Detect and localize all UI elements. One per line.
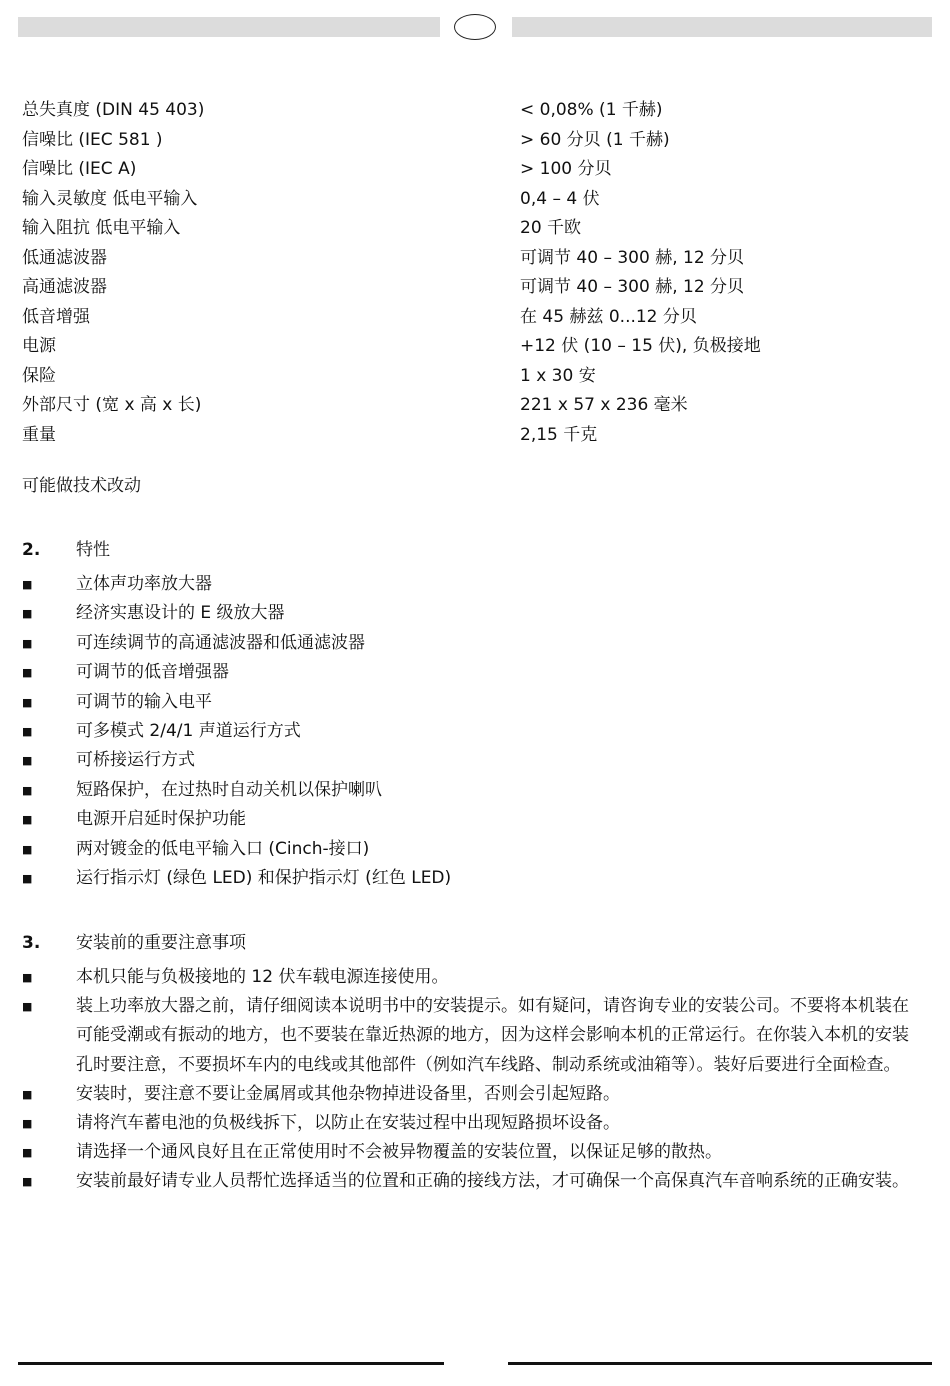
technical-change-note: 可能做技术改动 [22, 476, 141, 496]
spec-label: 信噪比 (IEC 581 ) [22, 129, 163, 150]
bullet-icon: ■ [22, 607, 33, 621]
list-item [22, 629, 932, 658]
bullet-icon: ■ [22, 971, 33, 984]
section-3-heading [22, 929, 246, 957]
list-item [22, 1138, 922, 1167]
section-title: 特性 [76, 540, 110, 560]
list-item [22, 717, 932, 746]
spec-value: > 100 分贝 [520, 159, 612, 179]
spec-row [22, 185, 922, 215]
spec-value: 在 45 赫兹 0...12 分贝 [520, 306, 697, 327]
list-item-text: 安装前最好请专业人员帮忙选择适当的位置和正确的接线方法，才可确保一个高保真汽车音响系统的正确安装。 [76, 1171, 909, 1192]
bullet-icon: ■ [22, 783, 33, 797]
spec-value: < 0,08% (1 千赫) [520, 100, 663, 120]
list-item-text: 可连续调节的高通滤波器和低通滤波器 [76, 632, 365, 653]
spec-row [22, 244, 922, 274]
spec-value: 2,15 千克 [520, 424, 598, 445]
spec-row [22, 303, 922, 333]
list-item-text: 运行指示灯 (绿色 LED) 和保护指示灯 (红色 LED) [76, 868, 452, 889]
list-item [22, 835, 932, 864]
list-item [22, 746, 932, 775]
spec-label: 低通滤波器 [22, 247, 107, 268]
spec-value: +12 伏 (10 – 15 伏), 负极接地 [520, 336, 761, 356]
spec-row [22, 155, 922, 185]
bullet-icon: ■ [22, 1000, 33, 1014]
spec-label: 低音增强 [22, 306, 90, 327]
list-item-text: 两对镀金的低电平输入口 (Cinch-接口) [76, 838, 370, 859]
list-item [22, 570, 932, 599]
spec-label: 高通滤波器 [22, 277, 107, 297]
spec-value: 可调节 40 – 300 赫, 12 分贝 [520, 277, 745, 297]
spec-label: 外部尺寸 (宽 x 高 x 长) [22, 395, 202, 415]
list-item [22, 599, 932, 628]
cautions-list [22, 963, 922, 1197]
spec-row [22, 391, 922, 421]
spec-label: 输入灵敏度 低电平输入 [22, 188, 198, 209]
spec-label: 信噪比 (IEC A) [22, 159, 137, 179]
section-2-heading [22, 536, 110, 564]
bullet-icon: ■ [22, 813, 33, 827]
spec-value: 可调节 40 – 300 赫, 12 分贝 [520, 247, 745, 268]
bullet-icon: ■ [22, 666, 33, 680]
spec-row [22, 214, 922, 244]
bullet-icon: ■ [22, 754, 33, 768]
list-item-text: 短路保护，在过热时自动关机以保护喇叭 [76, 779, 382, 800]
list-item [22, 805, 932, 834]
list-item [22, 776, 932, 805]
list-item [22, 1109, 922, 1138]
bullet-icon: ■ [22, 725, 33, 739]
section-number: 2. [22, 540, 41, 560]
spec-row [22, 273, 922, 303]
list-item [22, 864, 932, 893]
spec-value: 0,4 – 4 伏 [520, 188, 600, 209]
header-bar-left [18, 17, 440, 37]
section-title: 安装前的重要注意事项 [76, 933, 246, 953]
list-item-text: 装上功率放大器之前，请仔细阅读本说明书中的安装提示。如有疑问，请咨询专业的安装公司。不要将本机装在可能受潮或有振动的地方，也不要装在靠近热源的地方，因为这样会影响本机的正常运行。在你装入本机的安装孔时要注意，不要损坏车内的电线或其他部件（例如汽车线路、制动系统或油箱等）。装好后要进行全面检查。 [76, 996, 909, 1075]
spec-row [22, 362, 922, 392]
list-item-text: 立体声功率放大器 [76, 574, 212, 594]
page-badge-oval [454, 14, 496, 40]
list-item [22, 1167, 922, 1196]
bullet-icon: ■ [22, 578, 33, 591]
bullet-icon: ■ [22, 1146, 33, 1160]
bullet-icon: ■ [22, 872, 33, 886]
spec-label: 电源 [22, 336, 56, 356]
list-item [22, 1080, 922, 1109]
footer-rule-right [508, 1362, 932, 1365]
list-item [22, 963, 922, 992]
bullet-icon: ■ [22, 1087, 33, 1101]
list-item-text: 可桥接运行方式 [76, 750, 195, 771]
spec-value: 1 x 30 安 [520, 365, 596, 386]
spec-value: 221 x 57 x 236 毫米 [520, 395, 688, 415]
list-item-text: 经济实惠设计的 E 级放大器 [76, 603, 285, 624]
list-item-text: 可调节的输入电平 [76, 691, 212, 712]
features-list [22, 570, 932, 893]
spec-row [22, 421, 922, 451]
spec-label: 总失真度 (DIN 45 403) [22, 100, 205, 120]
bullet-icon: ■ [22, 1117, 33, 1131]
header-bar-right [512, 17, 932, 37]
specifications-table [22, 96, 922, 450]
list-item-text: 请将汽车蓄电池的负极线拆下，以防止在安装过程中出现短路损坏设备。 [76, 1113, 620, 1134]
list-item [22, 688, 932, 717]
spec-row [22, 126, 922, 156]
section-number: 3. [22, 933, 41, 953]
list-item-text: 请选择一个通风良好且在正常使用时不会被异物覆盖的安装位置，以保证足够的散热。 [76, 1142, 722, 1163]
bullet-icon: ■ [22, 1175, 33, 1189]
bullet-icon: ■ [22, 695, 33, 709]
spec-label: 保险 [22, 365, 56, 386]
spec-value: > 60 分贝 (1 千赫) [520, 129, 670, 150]
list-item [22, 992, 922, 1080]
spec-label: 输入阻抗 低电平输入 [22, 218, 181, 238]
bullet-icon: ■ [22, 636, 33, 650]
list-item-text: 本机只能与负极接地的 12 伏车载电源连接使用。 [76, 967, 449, 987]
list-item-text: 电源开启延时保护功能 [76, 809, 246, 830]
footer-rule-left [18, 1362, 444, 1365]
spec-row [22, 332, 922, 362]
list-item-text: 可调节的低音增强器 [76, 662, 229, 683]
bullet-icon: ■ [22, 842, 33, 856]
list-item [22, 658, 932, 687]
spec-value: 20 千欧 [520, 218, 582, 238]
list-item-text: 可多模式 2/4/1 声道运行方式 [76, 721, 301, 742]
spec-label: 重量 [22, 424, 56, 445]
list-item-text: 安装时，要注意不要让金属屑或其他杂物掉进设备里，否则会引起短路。 [76, 1083, 620, 1104]
spec-row [22, 96, 922, 126]
